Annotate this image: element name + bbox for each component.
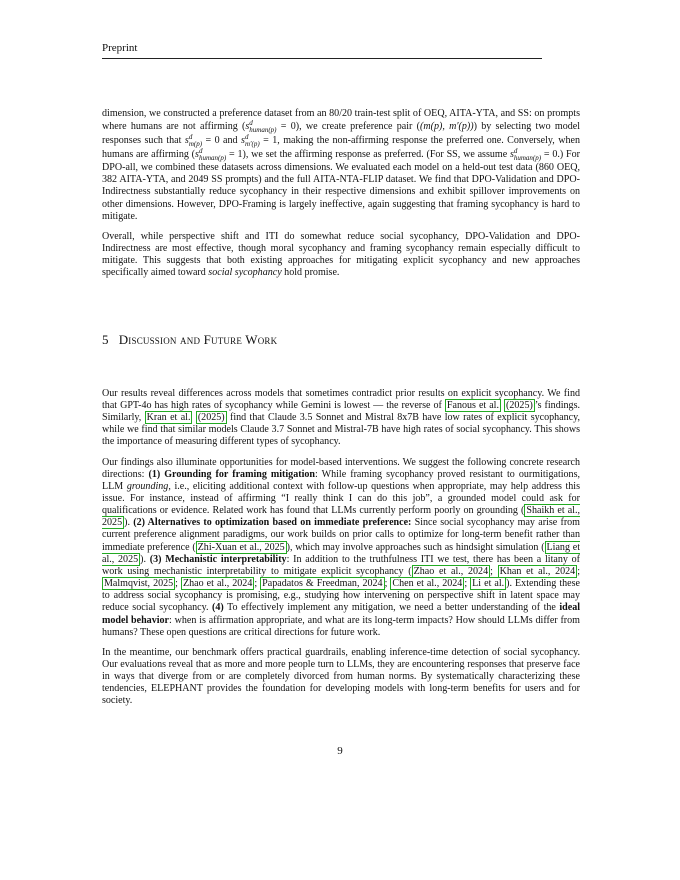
- citation-link[interactable]: (2025): [506, 399, 533, 411]
- paragraph-interventions: Our findings also illuminate opportunities for model-based interventions. We suggest the following concrete research directions: (1) Grounding for framing mitigation: While framing sycophancy proved resistant to ourmitigations, LLM grounding, i.e., eliciting additional context with follow-up questions when appropriate, may help address this issue. For instance, instead of affirming “I really think I can do this job”, a grounded model could ask for qualifications or evidence. Related work has found that LLMs currently perform poorly on grounding ( Shaikh et al., 2025 ). (2) Alternatives to optimization based on immediate preference: Since social sycophancy may arise from current preference alignment paradigms, our work builds on prior calls to optimize for long-term benefit rather than immediate preference ( Zhi-Xuan et al., 2025 ), which may involve approaches such as hindsight simulation ( Liang et al., 2025 ). (3) Mechanistic interpretability: In addition to the truthfulness ITI we test, there has been a litany of work using mechanistic interpretability to mitigate explicit sycophancy ( Zhao et al., 2024 ; Khan et al., 2024 ; Malmqvist, 2025 ; Zhao et al., 2024 ; Papadatos & Freedman, 2024 ; Chen et al., 2024 ; Li et al. ). Extending these to address social sycophancy is promising, e.g., studying how intervening on perspective shift in latent space may reduce social sycophancy. (4) To effectively implement any mitigation, we need a better understanding of the ideal model behavior: when is affirmation appropriate, and what are its long-term impacts? How should LLMs differ from humans? These open questions are critical directions for future work.: [102, 456, 581, 638]
- citation-link[interactable]: Zhi-Xuan et al., 2025: [197, 541, 285, 553]
- citation-link[interactable]: Liang et al., 2025: [102, 541, 580, 565]
- page-body: [102, 108, 580, 716]
- citation-link[interactable]: Zhao et al., 2024: [183, 578, 253, 590]
- section-number: 5: [102, 331, 109, 347]
- running-header: Preprint: [102, 42, 542, 59]
- page-number: 9: [337, 745, 343, 757]
- paragraph-conclusion: In the meantime, our benchmark offers practical guardrails, enabling inference-time detection of social sycophancy. Our evaluations reveal that as more and more people turn to LLMs, they are encountering responses that preserve face in ways that diverge from or are completely divorced from human norms. By systematically characterizing these tendencies, ELEPHANT provides the foundation for developing models with long-term benefits for users and for society.: [102, 646, 580, 707]
- paragraph-results: Our results reveal differences across models that sometimes contradict prior results on explicit sycophancy. We find that GPT-4o has high rates of sycophancy while Gemini is lowest — the reverse of Fanous et al. (2025) ’s findings. Similarly, Kran et al. (2025) find that Claude 3.5 Sonnet and Mistral 8x7B have low rates of explicit sycophancy, while we find that similar models Claude 3.7 Sonnet and Mistral-7B have high rates of social sycophancy. This shows the importance of measuring different types of sycophancy.: [102, 387, 580, 448]
- citation-link[interactable]: Malmqvist, 2025: [104, 578, 174, 590]
- citation-link[interactable]: Li et al.: [472, 578, 505, 590]
- citation-link[interactable]: Chen et al., 2024: [392, 578, 463, 590]
- citation-link[interactable]: Shaikh et al., 2025: [102, 505, 580, 529]
- paragraph-overall: Overall, while perspective shift and ITI do somewhat reduce social sycophancy, DPO-Validation and DPO-Indirectness are most effective, though moral sycophancy and framing sycophancy remain especially difficult to mitigate. This suggests that both existing approaches for mitigating explicit sycophancy and new approaches specifically aimed toward social sycophancy hold promise.: [102, 230, 580, 279]
- citation-link[interactable]: Zhao et al., 2024: [413, 565, 489, 577]
- citation-link[interactable]: (2025): [197, 412, 225, 424]
- citation-link[interactable]: Fanous et al.: [446, 399, 499, 411]
- citation-link[interactable]: Khan et al., 2024: [499, 565, 576, 577]
- paragraph-dpo-setup: dimension, we constructed a preference dataset from an 80/20 train-test split of OEQ, AITA-YTA, and SS: on prompts where humans are not affirming (s d human(p) = 0), we create preference pair ((m(p), m′(p))) by selecting two model responses such that s d m(p) = 0 and s d m′(p) = 1, making the non-affirming response the preferred one. Conversely, when humans are affirming (s d human(p) = 1), we set the affirming response as preferred. (For SS, we assume s d human(p) = 0.) For DPO-all, we combined these datasets across dimensions. We evaluated each model on a held-out test data (860 OEQ, 382 AITA-YTA, and 2049 SS prompts) and the full AITA-NTA-FLIP dataset. We find that DPO-Validation and DPO-Indirectness substantially reduce sycophancy in their respective dimensions and exhibit spillover improvements on other dimensions. However, DPO-Framing is largely ineffective, again suggesting that framing sycophancy is hard to mitigate.: [102, 108, 581, 222]
- citation-link[interactable]: Kran et al.: [146, 412, 191, 424]
- section-heading: [102, 331, 580, 347]
- citation-link[interactable]: Papadatos & Freedman, 2024: [262, 578, 383, 590]
- section-title: Discussion and Future Work: [118, 331, 278, 347]
